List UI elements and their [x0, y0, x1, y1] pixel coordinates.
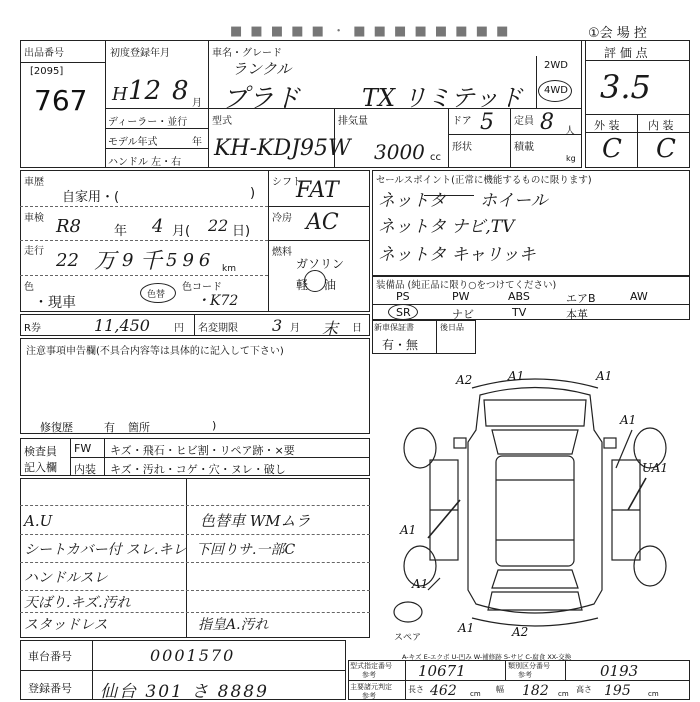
model-cert-ref: 参考 [362, 671, 376, 679]
name-change-end: 末 [322, 319, 339, 338]
color-value: ・現車 [34, 295, 76, 311]
first-reg-label: 初度登録年月 [110, 48, 170, 59]
width-cm: cm [558, 690, 569, 698]
class-value: 0193 [600, 662, 639, 680]
equip-aw: AW [630, 290, 648, 303]
sales-line1-a: ネットタ [378, 191, 446, 211]
model-year-label: モデル年式 [108, 137, 158, 148]
mark-a1-front-right: A1 [596, 369, 613, 383]
handle-label: ハンドル 左・右 [108, 157, 182, 168]
remark-right-2: 下回りサ.一部C [196, 542, 296, 558]
mark-a1-rear: A1 [458, 621, 475, 635]
height-label: 高さ [576, 685, 592, 694]
post-label: 後日品 [440, 323, 464, 332]
inspection-day-unit: 日) [232, 224, 251, 239]
fw-label: FW [74, 442, 92, 455]
length-cm: cm [470, 690, 481, 698]
inspection-month: 4 [152, 216, 164, 237]
spare-label: スペア [394, 633, 422, 643]
type-value: KH-KDJ95W [214, 136, 351, 161]
remark-left-2: シートカバー付 スレ.キレ [24, 542, 187, 558]
r-tax-amount: 11,450 [94, 316, 150, 335]
ac-value: AC [306, 210, 339, 235]
notes-label: 注意事項申告欄(不具合内容等は具体的に記入して下さい) [26, 346, 284, 357]
mark-a2-rear: A2 [512, 625, 529, 639]
warranty-value: 有・無 [382, 338, 419, 352]
mark-a1-left-rear: A1 [412, 577, 429, 591]
inspection-year-unit: 年 [114, 224, 128, 239]
equip-pw: PW [452, 290, 470, 303]
equipment-label: 装備品 (純正品に限り○をつけてください) [376, 280, 557, 291]
color-code-label: 色コード [182, 282, 222, 293]
type-label: 型式 [212, 116, 232, 127]
equip-tv: TV [512, 306, 527, 319]
color-change-label: 色替 [147, 290, 166, 300]
dealer-label: ディーラー・並行 [108, 117, 188, 128]
car-model: プラド [222, 84, 301, 114]
month-unit: 月 [192, 98, 202, 109]
mileage-c: 596 [166, 250, 216, 271]
mileage-man: 万 [94, 249, 117, 274]
dims-ref: 参考 [362, 692, 376, 700]
sales-line2: ネットタ ナビ,TV [378, 217, 515, 237]
fuel-label: 燃料 [272, 247, 292, 258]
name-change-day-unit: 日 [352, 323, 362, 334]
car-name: ランクル [232, 60, 292, 78]
equip-ps: PS [396, 290, 410, 303]
length-label: 長さ [408, 685, 424, 694]
rating-label: 評 価 点 [604, 46, 648, 60]
repair-value: 有 [104, 421, 115, 434]
remark-left-4: 天ばり.キズ.汚れ [24, 595, 131, 611]
remark-left-3: ハンドルスレ [24, 570, 108, 586]
height-value: 195 [604, 683, 631, 699]
model-year-unit: 年 [192, 137, 202, 148]
shift-label: シフト [272, 177, 302, 188]
displacement-value: 3000 [374, 140, 425, 164]
mark-ua1-right: UA1 [642, 461, 669, 475]
remark-left-1: A.U [24, 512, 53, 530]
km-unit: km [222, 264, 236, 274]
fuel-light: 軽 [296, 278, 309, 292]
color-code: ・K72 [196, 293, 239, 309]
inspector-label-1: 検査員 [24, 445, 57, 458]
mileage-a: 22 [56, 250, 79, 271]
interior-label: 内 装 [648, 119, 674, 132]
interior-grade: C [656, 134, 676, 164]
reg-no-label: 登録番号 [28, 682, 72, 695]
inspector-interior-label: 内装 [74, 463, 96, 476]
length-value: 462 [430, 683, 457, 699]
mark-a1-front: A1 [508, 369, 525, 383]
drive-2wd: 2WD [544, 60, 568, 71]
width-label: 幅 [496, 685, 504, 694]
mileage-label: 走行 [24, 246, 44, 257]
model-cert-value: 10671 [418, 662, 466, 680]
r-tax-label: R券 [24, 323, 41, 334]
reg-month: 8 [172, 76, 189, 106]
remark-right-5: 指皇A.汚れ [198, 617, 269, 633]
load-label: 積載 [514, 142, 534, 153]
sales-line3: ネットタ キャリッキ [378, 245, 536, 265]
header-blurred-text: ■ ■ ■ ■ ■ ・ ■ ■ ■ ■ ■ ■ ■ ■ [230, 24, 511, 39]
displacement-label: 排気量 [338, 116, 368, 127]
mark-a1-right-top: A1 [620, 413, 637, 427]
inspection-label: 車検 [24, 213, 44, 224]
capacity-value: 8 [540, 110, 554, 135]
mileage-sen: 千 [140, 249, 163, 274]
shape-label: 形状 [452, 142, 472, 153]
exterior-label: 外 装 [594, 119, 620, 132]
interior-items: キズ・汚れ・コゲ・穴・ヌレ・破し [110, 463, 286, 476]
inspection-era: R8 [56, 216, 82, 237]
door-value: 5 [480, 110, 494, 135]
repair-place: 箇所 [128, 421, 150, 434]
mileage-b: 9 [122, 250, 134, 271]
person-unit: 人 [565, 126, 575, 137]
color-label: 色 [24, 282, 34, 293]
fuel-oil: 油 [324, 278, 337, 292]
r-tax-yen: 円 [174, 323, 184, 334]
dims-label: 主要諸元判定 [350, 683, 392, 691]
usage-value: 自家用・( [62, 190, 120, 205]
drive-4wd: 4WD [544, 85, 568, 96]
class-label: 類別区分番号 [508, 662, 550, 670]
lot-label: 出品番号 [24, 48, 64, 59]
inspection-day: 22 [208, 216, 229, 235]
warranty-label: 新車保証書 [374, 323, 414, 332]
remark-right-1: 色替車 WMムラ [200, 512, 311, 530]
name-change-month: 3 [272, 316, 283, 335]
chassis-label: 車台番号 [28, 650, 72, 663]
chassis-value: 0001570 [150, 646, 236, 665]
damage-legend: A-キズ E-エクボ U-凹み W-補修跡 S-サビ C-腐食 XX-交換 [402, 653, 572, 661]
inspector-label-2: 記入欄 [24, 461, 57, 474]
equip-navi: ナビ [452, 308, 474, 321]
ac-label: 冷房 [272, 213, 292, 224]
exterior-grade: C [602, 134, 622, 164]
sales-line1-b: ホイール [480, 191, 548, 211]
height-cm: cm [648, 690, 659, 698]
door-label: ドア [452, 116, 472, 127]
fw-items: キズ・飛石・ヒビ割・リペア跡・×要 [110, 444, 295, 457]
reg-year: 12 [128, 76, 162, 106]
capacity-label: 定員 [514, 116, 534, 127]
remark-left-5: スタッドレス [24, 617, 108, 633]
cc-unit: cc [430, 152, 441, 163]
venue-label: ①会 場 控 [588, 26, 647, 41]
car-name-label: 車名・グレード [212, 48, 282, 59]
width-value: 182 [522, 683, 549, 699]
mark-a2-front: A2 [456, 373, 473, 387]
equip-leather: 本革 [566, 308, 588, 321]
car-grade: TX リミテッド [362, 84, 523, 112]
fuel-gasoline: ガソリン [296, 257, 345, 271]
inspection-month-unit: 月( [172, 224, 191, 239]
equip-airbag: エアB [566, 292, 596, 305]
repair-close: ) [212, 419, 217, 432]
era: H [112, 84, 128, 105]
usage-close: ) [250, 186, 256, 201]
sales-points-label: セールスポイント(正常に機能するものに限ります) [376, 175, 592, 186]
mark-a1-left: A1 [400, 523, 417, 537]
rating-score: 3.5 [600, 68, 651, 106]
equip-sr: SR [396, 306, 411, 319]
lot-code: [2095] [30, 66, 64, 77]
equip-abs: ABS [508, 290, 530, 303]
model-cert-label: 型式指定番号 [350, 662, 392, 670]
lot-number: 767 [34, 84, 88, 117]
usage-label: 車歴 [24, 177, 44, 188]
repair-label: 修復歴 [40, 421, 73, 434]
reg-no-value: 仙台 301 さ 8889 [100, 682, 269, 702]
name-change-label: 名変期限 [198, 323, 238, 334]
name-change-month-unit: 月 [290, 323, 300, 334]
car-damage-diagram [380, 360, 690, 650]
class-ref: 参考 [518, 671, 532, 679]
r-tax-box [20, 314, 370, 336]
shift-value: FAT [296, 178, 339, 203]
kg-unit: kg [566, 154, 576, 163]
